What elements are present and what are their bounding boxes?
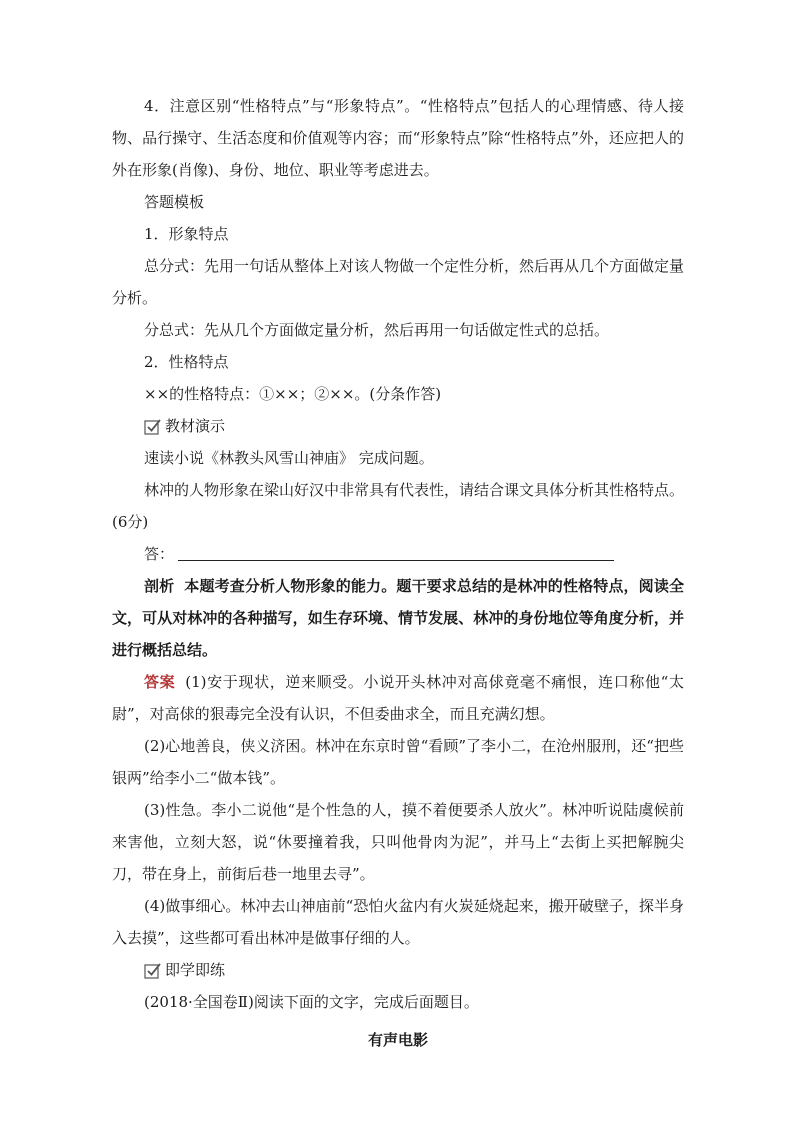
fenzong-paragraph: 分总式：先从几个方面做定量分析，然后再用一句话做定性式的总括。: [144, 321, 610, 339]
question-text: 林冲的人物形象在梁山好汉中非常具有代表性，请结合课文具体分析其性格特点。(6分): [112, 481, 684, 531]
item-1-heading: 1．形象特点: [144, 225, 229, 243]
answer-1: [112, 666, 684, 730]
answer-label: 答案: [144, 673, 176, 691]
analysis-paragraph: [112, 570, 684, 666]
article-title: 有声电影: [367, 1031, 428, 1049]
answer-blank[interactable]: [178, 542, 614, 561]
answer-1-text: (1)安于现状，逆来顺受。小说开头林冲对高俅竟毫不痛恨，连口称他“太尉”，对高俅的狠毒完全没有认识，不但委曲求全，而且充满幻想。: [112, 673, 684, 723]
analysis-text: 本题考查分析人物形象的能力。题干要求总结的是林冲的性格特点，阅读全文，可从对林冲的各种描写，如生存环境、情节发展、林冲的身份地位等角度分析，并进行概括总结。: [112, 577, 684, 659]
task-line: 速读小说《林教头风雪山神庙》 完成问题。: [144, 449, 434, 467]
section-textbook-demo: [112, 410, 684, 442]
document-body: [112, 90, 684, 1071]
section-title: 即学即练: [165, 961, 226, 979]
answer-3: (3)性急。李小二说他“是个性急的人，摸不着便要杀人放火”。林冲听说陆虞候前来害他，立刻大怒，说“休要撞着我，只叫他骨肉为泥”，并马上“去街上买把解腕尖刀，带在身上，前街后巷一地里去寻”。: [112, 801, 684, 883]
note-4: 4．注意区别“性格特点”与“形象特点”。“性格特点”包括人的心理情感、待人接物、品行操守、生活态度和价值观等内容；而“形象特点”除“性格特点”外，还应把人的外在形象(肖像)、身份、地位、职业等考虑进去。: [112, 97, 684, 179]
source-line: (2018·全国卷Ⅱ)阅读下面的文字，完成后面题目。: [144, 993, 479, 1011]
checkbox-check-icon: [144, 962, 161, 979]
zongfen-paragraph: 总分式：先用一句话从整体上对该人物做一个定性分析，然后再从几个方面做定量分析。: [112, 257, 684, 307]
section-title: 教材演示: [165, 417, 226, 435]
checkbox-check-icon: [144, 418, 161, 435]
section-practice: [112, 954, 684, 986]
item-2-heading: 2．性格特点: [144, 353, 229, 371]
xingge-template: ××的性格特点：①××；②××。(分条作答): [144, 385, 442, 403]
answer-2: (2)心地善良，侠义济困。林冲在东京时曾“看顾”了李小二，在沧州服刑，还“把些银两”给李小二“做本钱”。: [112, 737, 684, 787]
answer-4: (4)做事细心。林冲去山神庙前“恐怕火盆内有火炭延烧起来，搬开破壁子，探半身入去摸”，这些都可看出林冲是做事仔细的人。: [112, 897, 684, 947]
answer-blank-line: [112, 538, 684, 570]
template-heading: 答题模板: [144, 193, 205, 211]
analysis-label: 剖析: [144, 577, 175, 595]
answer-blank-label: 答：: [144, 545, 175, 563]
